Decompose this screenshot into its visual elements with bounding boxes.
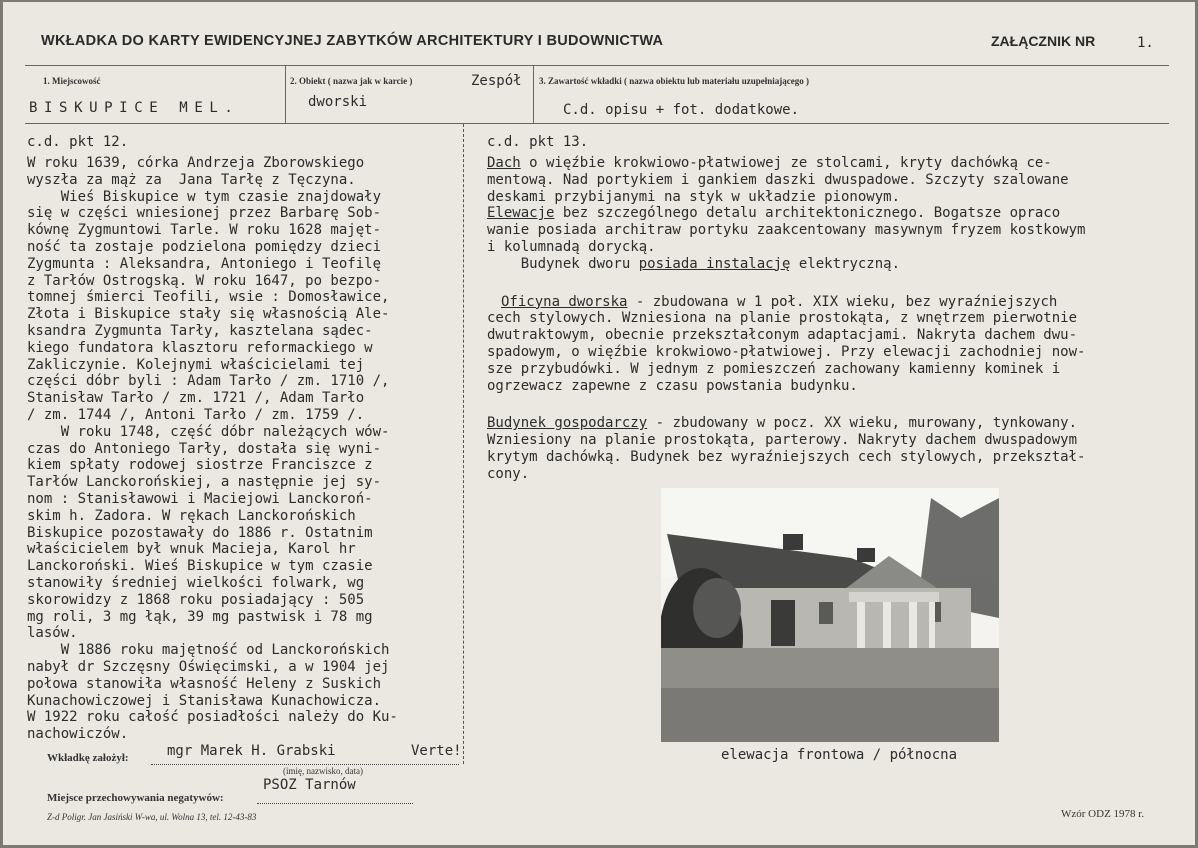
left-text-line: ność ta zostaje podzielona pomiędzy dzieci <box>27 238 382 255</box>
left-text-line: Wieś Biskupice w tym czasie znajdowały <box>27 188 382 205</box>
electric-paragraph-line: Budynek dworu posiada instalację elektryczną. <box>487 255 901 272</box>
left-text-line: części dóbr byli : Adam Tarło / zm. 1710 /, <box>27 373 390 390</box>
left-text-line: lasów. <box>27 625 78 642</box>
left-text-line: / zm. 1744 /, Antoni Tarło / zm. 1759 /. <box>27 406 365 423</box>
photo-caption: elewacja frontowa / północna <box>721 747 958 763</box>
annex-number: 1. <box>1137 35 1154 51</box>
annex-paragraph-line: sze przybudówki. W jednym z pomieszczeń zachowany kamienny kominek i <box>487 360 1061 377</box>
left-text-line: mg roli, 3 mg łąk, 39 mg pastwisk i 78 mg <box>27 608 373 625</box>
left-heading: c.d. pkt 12. <box>27 134 129 150</box>
column-divider <box>463 124 464 764</box>
annex-paragraph-line: cech stylowych. Wzniesiona na planie prostokąta, z wnętrzem pierwotnie <box>487 310 1078 327</box>
left-text-line: połowa stanowiła własność Heleny z Suskich <box>27 675 382 692</box>
fields-bottom-rule <box>25 123 1169 124</box>
farm-paragraph-line: cony. <box>487 465 530 482</box>
left-text-line: skorowidzy z 1868 roku posiadający : 505 <box>27 591 365 608</box>
field-object-value-2: dworski <box>308 94 368 110</box>
annex-paragraph-line: ogrzewacz zapewne z czasu powstania budynku. <box>487 377 858 394</box>
founded-label: Wkładkę założył: <box>47 752 129 764</box>
roof-paragraph-line: deskami przybijanymi na styk w układzie pionowym. <box>487 188 901 205</box>
elevation-paragraph-line: Elewacje bez szczególnego detalu architektonicznego. Bogatsze opraco <box>487 205 1061 222</box>
top-rule <box>25 65 1169 66</box>
left-text-line: Lanckoroński. Wieś Biskupice w tym czasie <box>27 558 373 575</box>
farm-paragraph-line: Wzniesiony na planie prostokąta, parterowy. Nakryty dachem dwuspadowym <box>487 432 1078 449</box>
storage-label: Miejsce przechowywania negatywów: <box>47 792 224 804</box>
field-divider-1 <box>285 65 286 123</box>
record-sheet <box>3 2 1195 845</box>
founded-dotline <box>151 764 459 765</box>
roof-paragraph-line: Dach o więźbie krokwiowo-płatwiowej ze stolcami, kryty dachówką ce- <box>487 155 1052 171</box>
right-heading: c.d. pkt 13. <box>487 134 589 150</box>
form-title: WKŁADKA DO KARTY EWIDENCYJNEJ ZABYTKÓW ARCHITEKTURY I BUDOWNICTWA <box>41 33 664 49</box>
farm-paragraph-line: Budynek gospodarczy - zbudowany w pocz. XX wieku, murowany, tynkowany. <box>487 415 1078 432</box>
left-text-line: kównę Zygmuntowi Tarle. W roku 1628 majęt- <box>27 222 382 239</box>
left-text-line: Zakliczynie. Kolejnymi właścicielami tej <box>27 356 365 373</box>
farm-paragraph-line: krytym dachówką. Budynek bez wyraźniejszych cech stylowych, przekształ- <box>487 448 1086 465</box>
left-text-line: stanowiły średniej wielkości folwark, wg <box>27 574 365 591</box>
left-text-line: z Tarłów Ostrogską. W roku 1647, po bezpo- <box>27 272 382 289</box>
left-text-line: nachowiczów. <box>27 726 129 743</box>
annex-paragraph-line: Oficyna dworska - zbudowana w 1 poł. XIX wieku, bez wyraźniejszych <box>501 293 1058 310</box>
left-text-line: Biskupice pozostawały do 1886 r. Ostatnim <box>27 524 373 541</box>
left-text-line: nom : Stanisławowi i Maciejowi Lanckoroń- <box>27 490 373 507</box>
field-object-value-1: Zespół <box>471 73 522 89</box>
left-text-line: kiem spłaty rodowej siostrze Franciszce z <box>27 457 373 474</box>
field-locality-label: 1. Miejscowość <box>43 76 101 86</box>
left-text-line: kiego fundatora klasztoru reformackiego w <box>27 339 373 356</box>
founded-hint: (imię, nazwisko, data) <box>283 766 363 776</box>
left-text-line: Tarłów Lanckorońskiej, a następnie jej sy- <box>27 474 382 491</box>
field-content-label: 3. Zawartość wkładki ( nazwa obiektu lub materiału uzupełniającego ) <box>539 76 810 86</box>
manor-photo <box>661 488 999 742</box>
term-installation: posiada instalację <box>638 255 791 272</box>
storage-value: PSOZ Tarnów <box>263 777 356 793</box>
manor-photo-drawing <box>661 488 999 742</box>
left-text-line: się w części wniesionej przez Barbarę Sob- <box>27 205 382 222</box>
left-text-line: Kunachowiczowej i Stanisława Kunachowicza. <box>27 692 382 709</box>
left-text-line: Zygmunta : Aleksandra, Antoniego i Teofilę <box>27 255 382 272</box>
left-text-line: W roku 1748, część dóbr należących wów- <box>27 423 390 440</box>
founded-value: mgr Marek H. Grabski <box>167 743 336 759</box>
field-locality-value: BISKUPICE MEL. <box>29 100 240 116</box>
term-annex-building: Oficyna dworska <box>501 293 628 310</box>
left-text-line: tomnej śmierci Teofili, wsie : Domosławice, <box>27 289 390 306</box>
elevation-paragraph-line: i kolumnadą dorycką. <box>487 238 656 255</box>
annex-paragraph-line: dwutraktowym, obecnie przekształconym adaptacjami. Nakryta dachem dwu- <box>487 327 1078 344</box>
roof-paragraph-line: mentową. Nad portykiem i gankiem daszki dwuspadowe. Szczyty szalowane <box>487 171 1069 188</box>
left-text-line: W 1922 roku całość posiadłości należy do Ku- <box>27 709 398 726</box>
left-text-line: ksandra Zygmunta Tarły, kasztelana sądec- <box>27 322 373 339</box>
left-column-text <box>27 155 398 743</box>
left-text-line: Złota i Biskupice stały się własnością Ale- <box>27 306 390 323</box>
printer-note: Z-d Poligr. Jan Jasiński W-wa, ul. Wolna 13, tel. 12-43-83 <box>47 812 257 822</box>
term-elevations: Elewacje <box>487 205 555 222</box>
left-text-line: skim h. Zadora. W rękach Lanckorońskich <box>27 507 356 524</box>
field-content-value: C.d. opisu + fot. dodatkowe. <box>563 102 800 118</box>
term-farm-building: Budynek gospodarczy <box>487 415 648 432</box>
verte-note: Verte! <box>411 743 462 759</box>
annex-paragraph-line: spadowym, o więźbie krokwiowo-płatwiowej. Przy elewacji zachodniej now- <box>487 343 1086 360</box>
annex-label: ZAŁĄCZNIK NR <box>991 33 1096 49</box>
storage-dotline <box>257 803 413 804</box>
left-text-line: nabył dr Szczęsny Oświęcimski, a w 1904 jej <box>27 658 390 675</box>
left-text-line: Stanisław Tarło / zm. 1721 /, Adam Tarło <box>27 390 365 407</box>
field-divider-2 <box>533 65 534 123</box>
left-text-line: W 1886 roku majętność od Lanckorońskich <box>27 642 390 659</box>
left-text-line: czas do Antoniego Tarły, dostała się wyni- <box>27 440 382 457</box>
left-text-line: W roku 1639, córka Andrzeja Zborowskiego <box>27 155 365 171</box>
form-code: Wzór ODZ 1978 r. <box>1061 808 1145 820</box>
left-text-line: właścicielem był wnuk Macieja, Karol hr <box>27 541 356 558</box>
elevation-paragraph-line: wanie posiada architraw portyku zaakcentowany masywnym fryzem kostkowym <box>487 222 1086 239</box>
left-text-line: wyszła za mąż za Jana Tarłę z Tęczyna. <box>27 171 356 188</box>
right-column-text <box>487 155 1085 483</box>
term-roof: Dach <box>487 155 521 171</box>
field-object-label: 2. Obiekt ( nazwa jak w karcie ) <box>290 76 413 86</box>
